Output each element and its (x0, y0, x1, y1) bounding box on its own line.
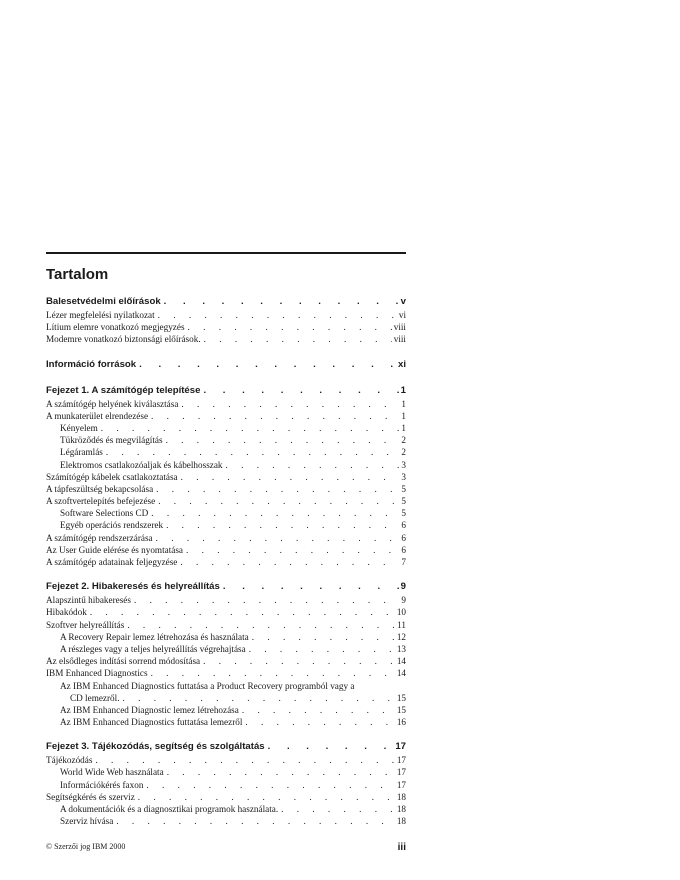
dot-leader (249, 632, 395, 642)
dot-leader (92, 755, 394, 765)
dot-leader (153, 484, 399, 494)
toc-entry[interactable] (46, 472, 406, 484)
toc-entry[interactable] (46, 717, 406, 729)
toc-page-number: 15 (396, 692, 406, 703)
dot-leader (131, 595, 399, 605)
toc-entry[interactable] (46, 411, 406, 423)
toc-page-number: 2 (401, 435, 406, 446)
dot-leader (87, 607, 395, 617)
toc-page-number: 1 (401, 398, 406, 409)
toc-page-number: vi (398, 310, 406, 320)
toc-entry[interactable] (46, 447, 406, 459)
toc-entry[interactable] (46, 755, 406, 767)
dot-leader (113, 816, 394, 826)
page-title: Tartalom (46, 266, 109, 283)
toc-entry-title: A szoftvertelepítés befejezése (46, 496, 156, 507)
toc-entry-title: Információ források (46, 358, 137, 370)
toc-page-number: 14 (396, 656, 406, 667)
toc-entry[interactable] (46, 780, 406, 792)
dot-leader (148, 508, 399, 518)
toc-entry[interactable] (46, 520, 406, 532)
toc-page-number: viii (393, 322, 406, 333)
toc-section-heading[interactable] (46, 741, 406, 755)
toc-page-number: 17 (396, 767, 406, 778)
table-of-contents (46, 296, 406, 840)
toc-section-heading[interactable] (46, 296, 406, 310)
dot-leader (185, 322, 392, 332)
dot-leader (246, 644, 395, 654)
toc-entry[interactable] (46, 484, 406, 496)
toc-entry[interactable] (46, 656, 406, 668)
toc-entry-title: Lézer megfelelési nyilatkozat (46, 310, 155, 320)
dot-leader (201, 334, 392, 344)
dot-leader (163, 520, 399, 530)
toc-page-number: 12 (396, 631, 406, 642)
dot-leader (183, 545, 399, 555)
toc-page-number: 1 (401, 422, 406, 433)
toc-entry-title: Fejezet 2. Hibakeresés és helyreállítás (46, 581, 220, 593)
page-number: iii (397, 842, 406, 853)
toc-entry-title: A részleges vagy a teljes helyreállítás végrehajtása (60, 643, 246, 654)
toc-entry-title: Fejezet 3. Tájékozódás, segítség és szolgáltatás (46, 741, 265, 753)
toc-page-number: 9 (400, 581, 406, 593)
toc-entry[interactable] (46, 310, 406, 322)
toc-entry[interactable] (46, 496, 406, 508)
dot-leader (265, 741, 394, 752)
toc-entry-title: Alapszintű hibakeresés (46, 595, 131, 606)
toc-entry-title: Az IBM Enhanced Diagnostics futtatása lemezről (60, 717, 243, 728)
toc-entry-title: Balesetvédelmi előírások (46, 296, 161, 307)
toc-page-number: 17 (396, 755, 406, 766)
toc-entry-title: Hibakódok (46, 607, 87, 618)
toc-page-number: 6 (401, 532, 406, 543)
toc-entry-title: A számítógép helyének kiválasztása (46, 398, 179, 409)
dot-leader (155, 496, 399, 506)
toc-section-heading[interactable] (46, 385, 406, 399)
toc-entry[interactable] (46, 705, 406, 717)
toc-entry-title: A tápfeszültség bekapcsolása (46, 483, 154, 494)
toc-entry-title: Az IBM Enhanced Diagnostics futtatása a Product Recovery programból vagy a (60, 680, 355, 691)
dot-leader (163, 435, 400, 445)
dot-leader (98, 423, 400, 433)
toc-entry-title: Tükröződés és megvilágítás (60, 435, 163, 446)
toc-entry-title: Fejezet 1. A számítógép telepítése (46, 384, 201, 396)
toc-page-number: xi (397, 358, 406, 370)
dot-leader (135, 792, 395, 802)
top-rule (46, 252, 406, 254)
toc-page-number: 3 (401, 459, 406, 470)
toc-entry[interactable] (46, 668, 406, 680)
toc-entry[interactable] (46, 767, 406, 779)
toc-section-heading[interactable] (46, 359, 406, 373)
dot-leader (200, 656, 395, 666)
toc-entry[interactable] (46, 533, 406, 545)
toc-page-number: 9 (401, 595, 406, 606)
toc-page-number: 18 (396, 791, 406, 802)
dot-leader (223, 460, 400, 470)
toc-entry-title: Modemre vonatkozó biztonsági előírások. (46, 334, 201, 345)
toc-page-number: viii (393, 334, 406, 345)
toc-page-number: 11 (397, 619, 406, 630)
toc-entry-title: A Recovery Repair lemez létrehozása és használata (60, 631, 249, 642)
dot-leader (200, 385, 398, 396)
copyright-notice: © Szerzői jog IBM 2000 (46, 842, 126, 851)
dot-leader (120, 693, 395, 703)
toc-page-number: 17 (396, 779, 406, 790)
toc-entry-title: A számítógép rendszerzárása (46, 532, 153, 543)
toc-entry-title: A számítógép adatainak feljegyzése (46, 557, 178, 567)
dot-leader (239, 705, 395, 715)
toc-entry-title: IBM Enhanced Diagnostics (46, 668, 148, 679)
toc-entry[interactable] (46, 399, 406, 411)
toc-section (46, 296, 406, 347)
toc-entry[interactable] (46, 816, 406, 828)
toc-entry-title: Az User Guide elérése és nyomtatása (46, 544, 183, 555)
dot-leader (153, 533, 400, 543)
dot-leader (178, 399, 399, 409)
toc-entry-title: Lítium elemre vonatkozó megjegyzés (46, 322, 185, 333)
toc-entry[interactable] (46, 792, 406, 804)
toc-entry[interactable] (46, 508, 406, 520)
toc-entry[interactable] (46, 334, 406, 346)
toc-page-number: 17 (395, 741, 406, 753)
toc-page-number: 15 (396, 704, 406, 715)
toc-entry-title: CD lemezről. (70, 692, 120, 703)
toc-entry-title: Számítógép kábelek csatlakoztatása (46, 471, 178, 482)
dot-leader (278, 804, 395, 814)
toc-entry-title: Software Selections CD (60, 508, 149, 519)
toc-page-number: 13 (396, 643, 406, 654)
toc-entry[interactable] (46, 620, 406, 632)
toc-section (46, 359, 406, 373)
toc-page-number: 10 (396, 607, 406, 618)
toc-entry-title: Az IBM Enhanced Diagnostic lemez létrehozása (60, 704, 239, 715)
dot-leader (164, 767, 395, 777)
toc-page-number: 5 (401, 483, 406, 494)
dot-leader (103, 447, 400, 457)
toc-entry-continuation[interactable] (46, 693, 406, 705)
toc-entry-title: A dokumentációk és a diagnosztikai programok használata. (60, 804, 279, 814)
toc-entry[interactable] (46, 557, 406, 569)
toc-page-number: 6 (401, 544, 406, 555)
toc-entry-title: Tájékozódás (46, 755, 93, 766)
toc-page-number: 6 (401, 520, 406, 531)
toc-entry-title: Segítségkérés és szerviz (46, 791, 135, 802)
toc-page-number: 3 (401, 471, 406, 482)
toc-entry[interactable] (46, 460, 406, 472)
toc-page-number: 1 (401, 410, 406, 421)
dot-leader (148, 668, 395, 678)
dot-leader (124, 620, 395, 630)
dot-leader (136, 359, 396, 370)
toc-entry[interactable] (46, 632, 406, 644)
toc-entry[interactable] (46, 804, 406, 816)
dot-leader (143, 780, 394, 790)
toc-entry-title: Légáramlás (60, 447, 103, 458)
toc-section (46, 741, 406, 828)
toc-page-number: v (400, 296, 406, 307)
toc-page-number: 7 (401, 557, 406, 567)
toc-entry[interactable] (46, 545, 406, 557)
toc-entry[interactable] (46, 435, 406, 447)
toc-entry-title: Egyéb operációs rendszerek (60, 520, 164, 531)
toc-entry-title: Információkérés faxon (60, 779, 144, 790)
toc-entry[interactable] (46, 681, 406, 693)
toc-section (46, 581, 406, 729)
toc-section-heading[interactable] (46, 581, 406, 595)
toc-entry-title: Elektromos csatlakozóaljak és kábelhosszak (60, 459, 223, 470)
toc-entry[interactable] (46, 423, 406, 435)
dot-leader (177, 557, 399, 567)
dot-leader (178, 472, 400, 482)
toc-entry[interactable] (46, 644, 406, 656)
toc-section (46, 385, 406, 570)
toc-entry-title: Szerviz hívása (60, 816, 114, 827)
toc-page-number: 18 (396, 816, 406, 827)
dot-leader (220, 581, 399, 592)
dot-leader (155, 310, 397, 320)
toc-entry[interactable] (46, 607, 406, 619)
toc-page-number: 5 (401, 508, 406, 519)
toc-entry-title: Kényelem (60, 422, 98, 433)
toc-page-number: 14 (396, 668, 406, 679)
dot-leader (148, 411, 399, 421)
dot-leader (161, 296, 399, 307)
toc-entry[interactable] (46, 595, 406, 607)
toc-entry-title: Az elsődleges indítási sorrend módosítása (46, 656, 201, 667)
toc-page-number: 2 (401, 447, 406, 458)
toc-entry-title: A munkaterület elrendezése (46, 410, 149, 421)
toc-page-number: 1 (400, 384, 406, 396)
toc-page-number: 18 (396, 804, 406, 814)
toc-entry-title: Szoftver helyreállítás (46, 619, 125, 630)
toc-entry-title: World Wide Web használata (60, 767, 164, 778)
toc-page-number: 16 (396, 717, 406, 728)
toc-page-number: 5 (401, 496, 406, 507)
toc-entry[interactable] (46, 322, 406, 334)
dot-leader (242, 717, 394, 727)
